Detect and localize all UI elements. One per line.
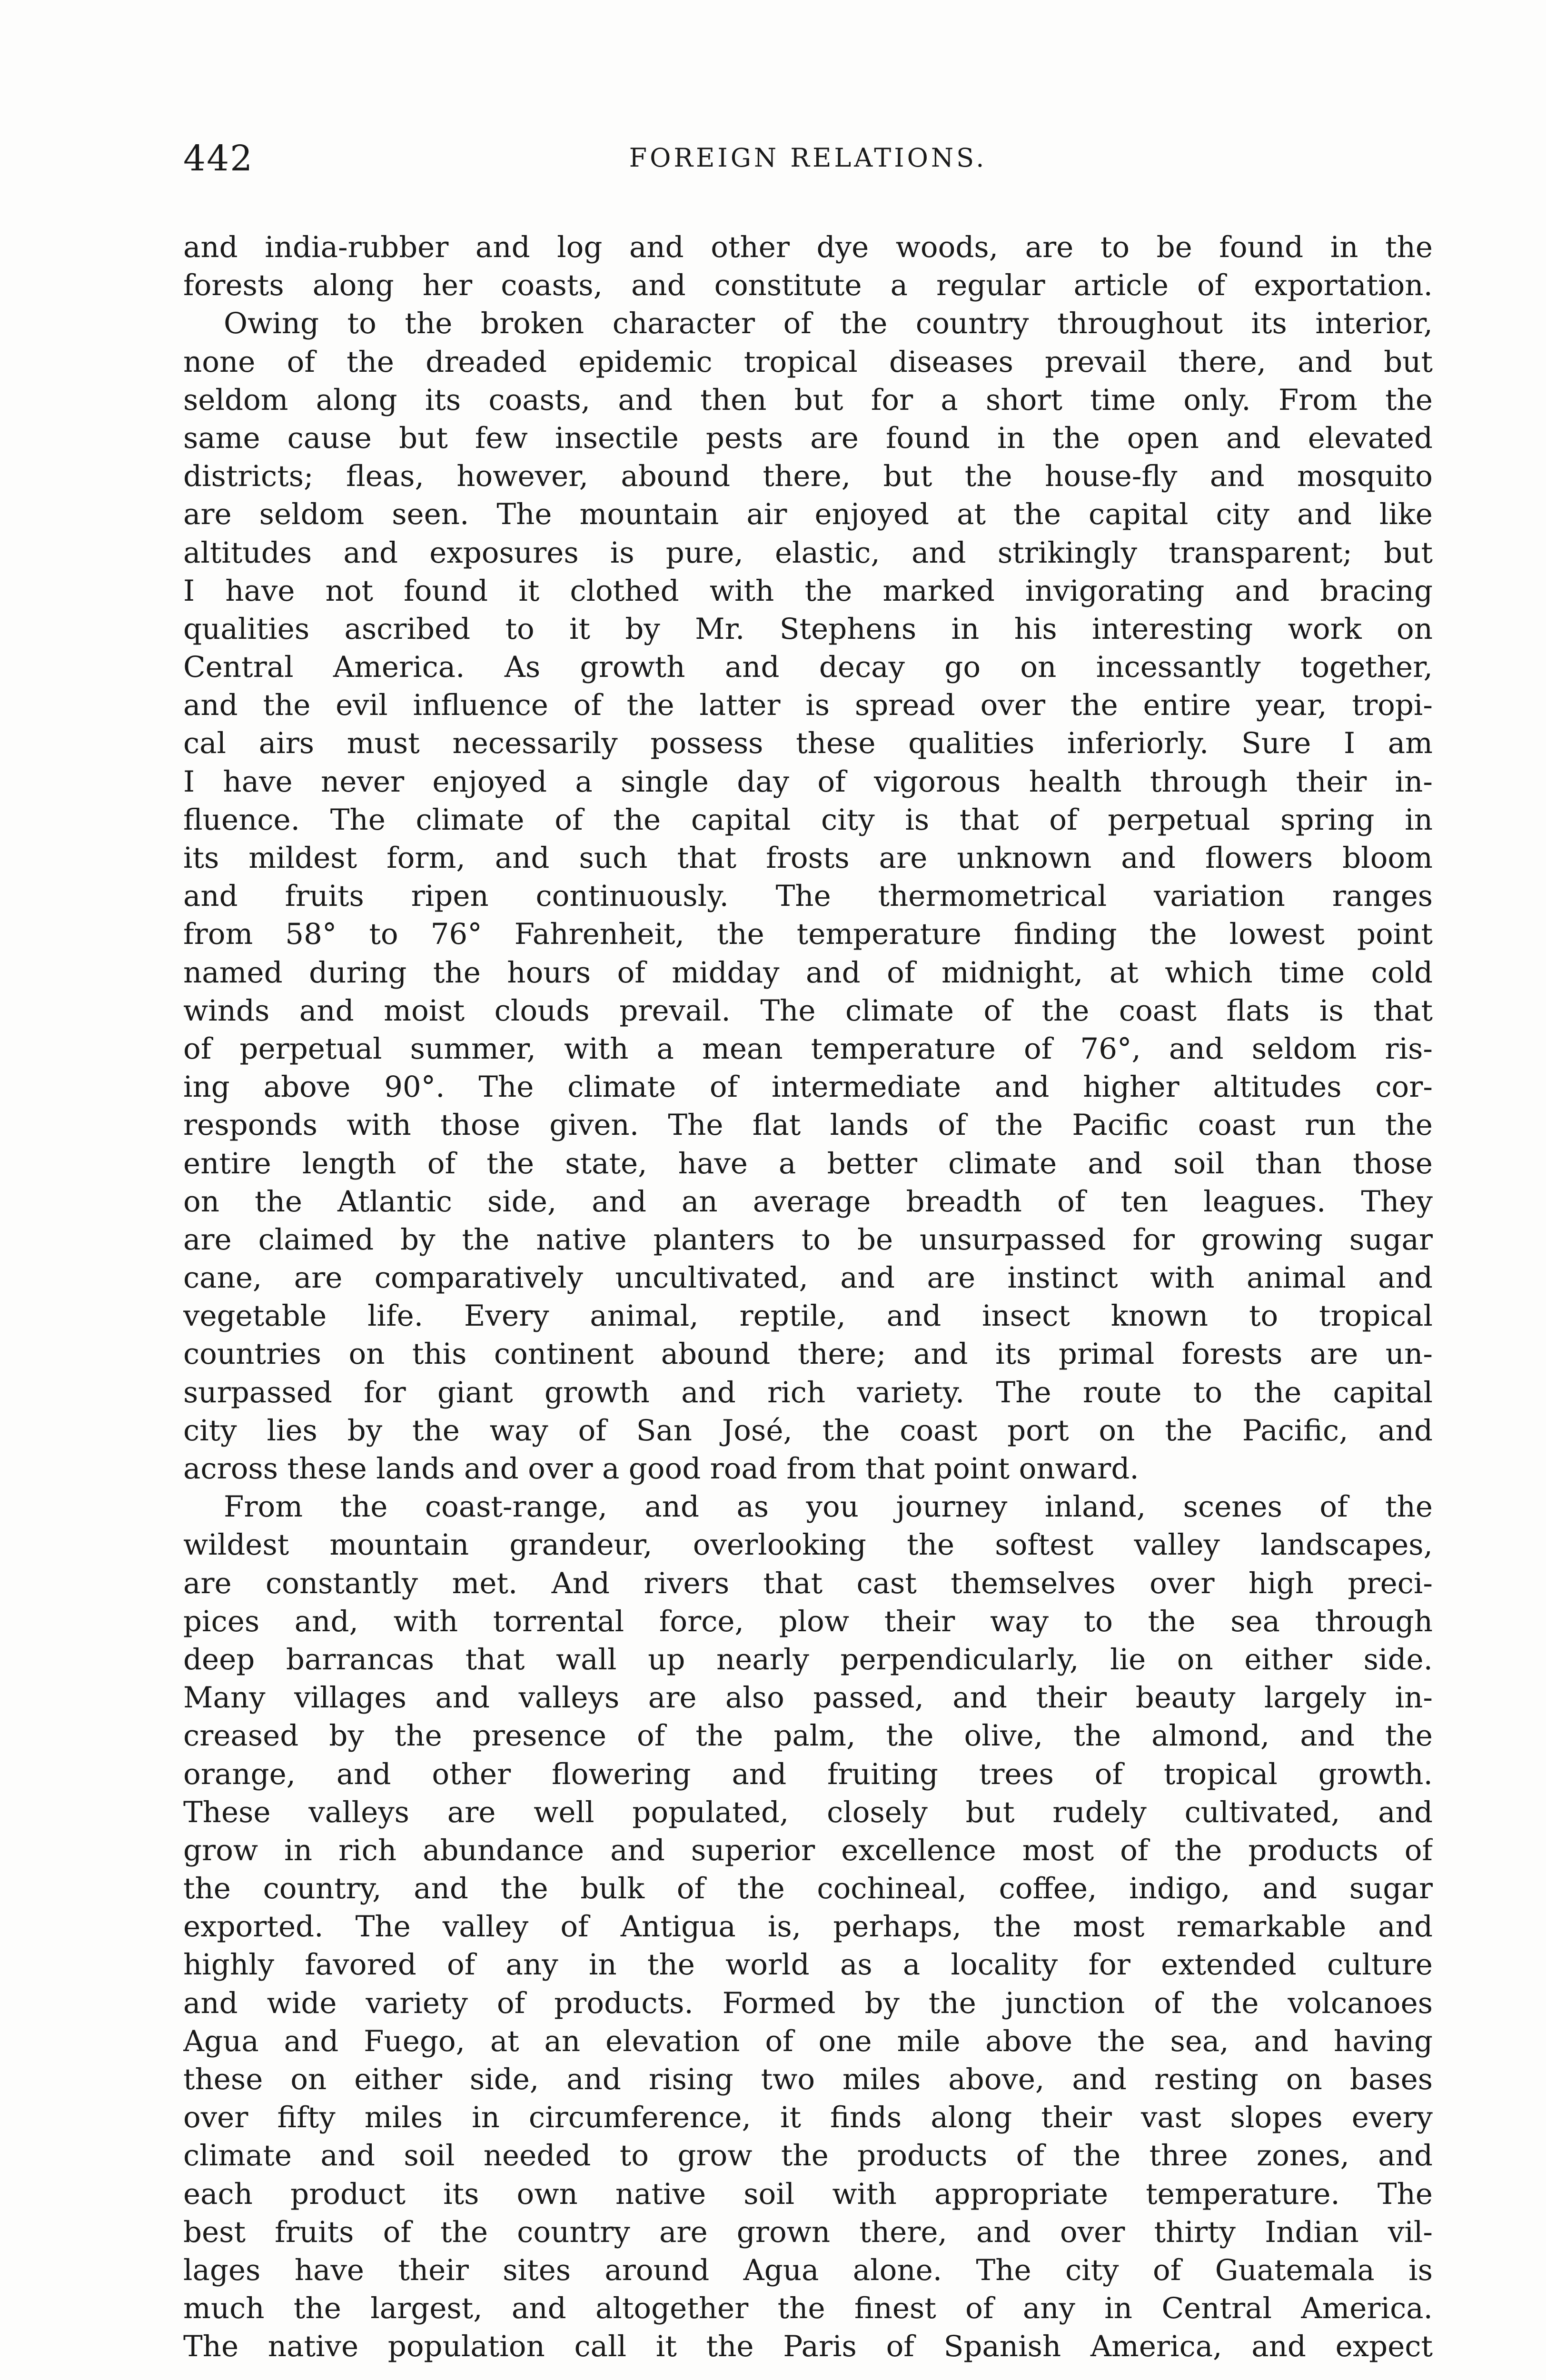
text-line: of perpetual summer, with a mean temperature of 76°, and seldom ris- [183,1031,1433,1066]
text-line: same cause but few insectile pests are found in the open and elevated [183,421,1433,455]
text-line: named during the hours of midday and of midnight, at which time cold [183,955,1433,990]
text-line: cal airs must necessarily possess these qualities inferiorly. Sure I am [183,726,1433,761]
text-line: forests along her coasts, and constitute a regular article of exportation. [183,268,1433,303]
text-line: entire length of the state, have a better climate and soil than those [183,1146,1433,1180]
text-line: wildest mountain grandeur, overlooking the softest valley landscapes, [183,1528,1433,1562]
text-line: and the evil influence of the latter is spread over the entire year, tropi- [183,688,1433,723]
text-line: altitudes and exposures is pure, elastic, and strikingly transparent; but [183,536,1433,570]
paragraph-start-line: Owing to the broken character of the country throughout its interior, [224,307,1433,341]
text-line: exported. The valley of Antigua is, perhaps, the most remarkable and [183,1910,1433,1944]
text-line: creased by the presence of the palm, the olive, the almond, and the [183,1719,1433,1753]
text-line: The native population call it the Paris of Spanish America, and expect [183,2330,1433,2364]
text-line: each product its own native soil with appropriate temperature. The [183,2177,1433,2211]
text-line: much the largest, and altogether the finest of any in Central America. [183,2291,1433,2326]
text-line: from 58° to 76° Fahrenheit, the temperature finding the lowest point [183,917,1433,952]
text-line: highly favored of any in the world as a locality for extended culture [183,1948,1433,1982]
text-line: responds with those given. The flat lands of the Pacific coast run the [183,1108,1433,1142]
text-line: best fruits of the country are grown there, and over thirty Indian vil- [183,2215,1433,2249]
text-line: surpassed for giant growth and rich variety. The route to the capital [183,1375,1433,1409]
text-line: Agua and Fuego, at an elevation of one mile above the sea, and having [183,2024,1433,2058]
text-line: seldom along its coasts, and then but for a short time only. From the [183,383,1433,417]
text-line: Central America. As growth and decay go on incessantly together, [183,650,1433,684]
text-line: vegetable life. Every animal, reptile, and insect known to tropical [183,1299,1433,1333]
text-line: Many villages and valleys are also passed, and their beauty largely in- [183,1681,1433,1715]
paragraph-end-line: across these lands and over a good road from that point onward. [183,1452,1139,1486]
text-line: deep barrancas that wall up nearly perpendicularly, lie on either side. [183,1642,1433,1676]
text-line: over fifty miles in circumference, it finds along their vast slopes every [183,2101,1433,2135]
text-line: and fruits ripen continuously. The thermometrical variation ranges [183,879,1433,913]
page-number: 442 [183,138,254,179]
text-line: lages have their sites around Agua alone. The city of Guatemala is [183,2253,1433,2287]
body-text [183,228,1433,2366]
text-line: orange, and other flowering and fruiting trees of tropical growth. [183,1757,1433,1791]
text-line: qualities ascribed to it by Mr. Stephens in his interesting work on [183,612,1433,646]
text-line: fluence. The climate of the capital city is that of perpetual spring in [183,803,1433,837]
text-line: the country, and the bulk of the cochineal, coffee, indigo, and sugar [183,1872,1433,1906]
paragraph-start-line: From the coast-range, and as you journey inland, scenes of the [224,1490,1433,1524]
text-line: and wide variety of products. Formed by the junction of the volcanoes [183,1986,1433,2020]
text-line: these on either side, and rising two miles above, and resting on bases [183,2063,1433,2096]
text-line: climate and soil needed to grow the products of the three zones, and [183,2139,1433,2173]
text-line: countries on this continent abound there; and its primal forests are un- [183,1337,1433,1371]
text-line: city lies by the way of San José, the coast port on the Pacific, and [183,1413,1433,1448]
page-header [183,138,1433,181]
text-line: are seldom seen. The mountain air enjoyed at the capital city and like [183,497,1433,532]
text-line: and india-rubber and log and other dye woods, are to be found in the [183,230,1433,264]
running-head: FOREIGN RELATIONS. [629,143,987,173]
text-line: I have not found it clothed with the marked invigorating and bracing [183,574,1433,608]
text-line: are constantly met. And rivers that cast themselves over high preci- [183,1566,1433,1600]
text-line: are claimed by the native planters to be unsurpassed for growing sugar [183,1222,1433,1257]
text-line: I have never enjoyed a single day of vigorous health through their in- [183,764,1433,799]
text-line: on the Atlantic side, and an average breadth of ten leagues. They [183,1184,1433,1219]
text-line: ing above 90°. The climate of intermediate and higher altitudes cor- [183,1070,1433,1104]
text-line: grow in rich abundance and superior excellence most of the products of [183,1833,1433,1867]
text-line: its mildest form, and such that frosts are unknown and flowers bloom [183,841,1433,875]
text-line: districts; fleas, however, abound there, but the house-fly and mosquito [183,459,1433,494]
text-line: These valleys are well populated, closely but rudely cultivated, and [183,1795,1433,1829]
text-line: winds and moist clouds prevail. The climate of the coast flats is that [183,993,1433,1028]
text-line: none of the dreaded epidemic tropical diseases prevail there, and but [183,345,1433,379]
text-line: cane, are comparatively uncultivated, and are instinct with animal and [183,1261,1433,1295]
text-line: pices and, with torrental force, plow their way to the sea through [183,1604,1433,1638]
